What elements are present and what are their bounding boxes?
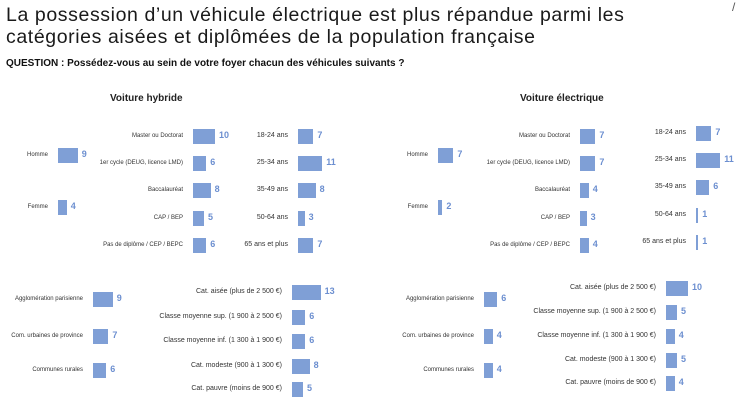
category-label: CAP / BEP [153,214,183,221]
data-bar [58,200,67,215]
page-title [6,4,726,48]
data-bar [580,238,589,253]
data-bar [484,329,493,344]
category-label: Pas de diplôme / CEP / BEPC [490,241,570,248]
data-bar [666,353,677,368]
category-label: Communes rurales [32,366,83,373]
value-label: 6 [309,311,315,321]
title-line-1: La possession d’un véhicule électrique est plus répandue parmi les [6,4,625,26]
data-bar [292,359,310,374]
data-bar [58,148,78,163]
value-label: 3 [590,212,596,222]
title-line-2: catégories aisées et diplômées de la population française [6,26,536,48]
data-bar [696,180,709,195]
value-label: 10 [219,130,230,140]
data-bar [298,183,316,198]
data-bar [580,211,587,226]
category-label: Master ou Doctorat [518,132,570,139]
value-label: 5 [681,306,687,316]
category-label: Master ou Doctorat [131,132,183,139]
value-label: 3 [308,212,314,222]
category-label: Pas de diplôme / CEP / BEPC [103,241,183,248]
value-label: 4 [592,184,598,194]
data-bar [696,208,698,223]
value-label: 9 [81,149,87,159]
category-label: Cat. modeste (900 à 1 300 €) [564,355,656,363]
value-label: 4 [496,330,502,340]
value-label: 6 [501,293,507,303]
category-label: Cat. modeste (900 à 1 300 €) [190,361,282,369]
category-label: Communes rurales [423,366,474,373]
category-label: 50-64 ans [654,210,686,218]
data-bar [696,126,711,141]
value-label: 7 [599,157,605,167]
value-label: 5 [681,354,687,364]
panel-title: Voiture électrique [520,93,604,104]
value-label: 7 [715,127,721,137]
value-label: 10 [692,282,703,292]
category-label: Femme [407,203,428,210]
value-label: 7 [457,149,463,159]
value-label: 7 [317,239,323,249]
data-bar [298,156,322,171]
data-bar [438,148,453,163]
category-label: 1er cycle (DEUG, licence LMD) [99,159,183,166]
value-label: 11 [326,157,336,167]
value-label: 13 [324,286,335,296]
data-bar [666,305,677,320]
category-label: Agglomération parisienne [405,295,474,302]
category-label: Homme [406,151,428,158]
data-bar [484,292,497,307]
data-bar [298,211,305,226]
data-bar [193,183,211,198]
value-label: 8 [214,184,220,194]
category-label: 35-49 ans [256,185,288,193]
data-bar [193,129,215,144]
category-label: Classe moyenne sup. (1 900 à 2 500 €) [533,307,656,315]
data-bar [666,281,688,296]
data-bar [298,129,313,144]
data-bar [666,329,675,344]
data-bar [292,310,305,325]
value-label: 6 [110,364,116,374]
category-label: Femme [27,203,48,210]
value-label: 7 [112,330,118,340]
category-label: 65 ans et plus [244,240,288,248]
data-bar [438,200,442,215]
data-bar [93,292,113,307]
value-label: 2 [446,201,452,211]
data-bar [193,156,206,171]
category-label: 25-34 ans [256,158,288,166]
category-label: Homme [26,151,48,158]
value-label: 5 [307,383,313,393]
value-label: 4 [592,239,598,249]
data-bar [93,329,108,344]
data-bar [484,363,493,378]
category-label: 1er cycle (DEUG, licence LMD) [486,159,570,166]
category-label: Baccalauréat [147,186,183,193]
data-bar [93,363,106,378]
category-label: Classe moyenne inf. (1 300 à 1 900 €) [163,336,282,344]
value-label: 4 [678,330,684,340]
data-bar [292,382,303,397]
category-label: 25-34 ans [654,155,686,163]
data-bar [298,238,313,253]
category-label: Baccalauréat [534,186,570,193]
data-bar [696,235,698,250]
data-bar [292,285,321,300]
value-label: 8 [313,360,319,370]
category-label: Cat. pauvre (moins de 900 €) [565,378,656,386]
value-label: 8 [319,184,325,194]
value-label: 6 [309,335,315,345]
data-bar [580,129,595,144]
category-label: 18-24 ans [654,128,686,136]
category-label: 35-49 ans [654,182,686,190]
category-label: Classe moyenne sup. (1 900 à 2 500 €) [159,312,282,320]
data-bar [580,156,595,171]
category-label: 50-64 ans [256,213,288,221]
data-bar [666,376,675,391]
data-bar [292,334,305,349]
corner-mark: / [732,0,736,14]
value-label: 9 [116,293,122,303]
panel-title: Voiture hybride [110,93,183,104]
value-label: 6 [210,157,216,167]
question-text: QUESTION : Possédez-vous au sein de votre foyer chacun des véhicules suivants ? [6,58,405,69]
data-bar [193,238,206,253]
category-label: Agglomération parisienne [14,295,83,302]
data-bar [696,153,720,168]
category-label: CAP / BEP [540,214,570,221]
category-label: Cat. pauvre (moins de 900 €) [191,384,282,392]
value-label: 7 [599,130,605,140]
category-label: Cat. aisée (plus de 2 500 €) [196,287,282,295]
category-label: Com. urbaines de province [11,332,83,339]
value-label: 4 [496,364,502,374]
data-bar [193,211,204,226]
category-label: Com. urbaines de province [402,332,474,339]
value-label: 1 [702,236,708,246]
value-label: 6 [210,239,216,249]
value-label: 1 [702,209,708,219]
category-label: Classe moyenne inf. (1 300 à 1 900 €) [537,331,656,339]
category-label: 18-24 ans [256,131,288,139]
value-label: 7 [317,130,323,140]
category-label: 65 ans et plus [642,237,686,245]
value-label: 4 [70,201,76,211]
value-label: 4 [678,377,684,387]
value-label: 5 [208,212,214,222]
value-label: 11 [724,154,734,164]
data-bar [580,183,589,198]
value-label: 6 [713,181,719,191]
category-label: Cat. aisée (plus de 2 500 €) [570,283,656,291]
